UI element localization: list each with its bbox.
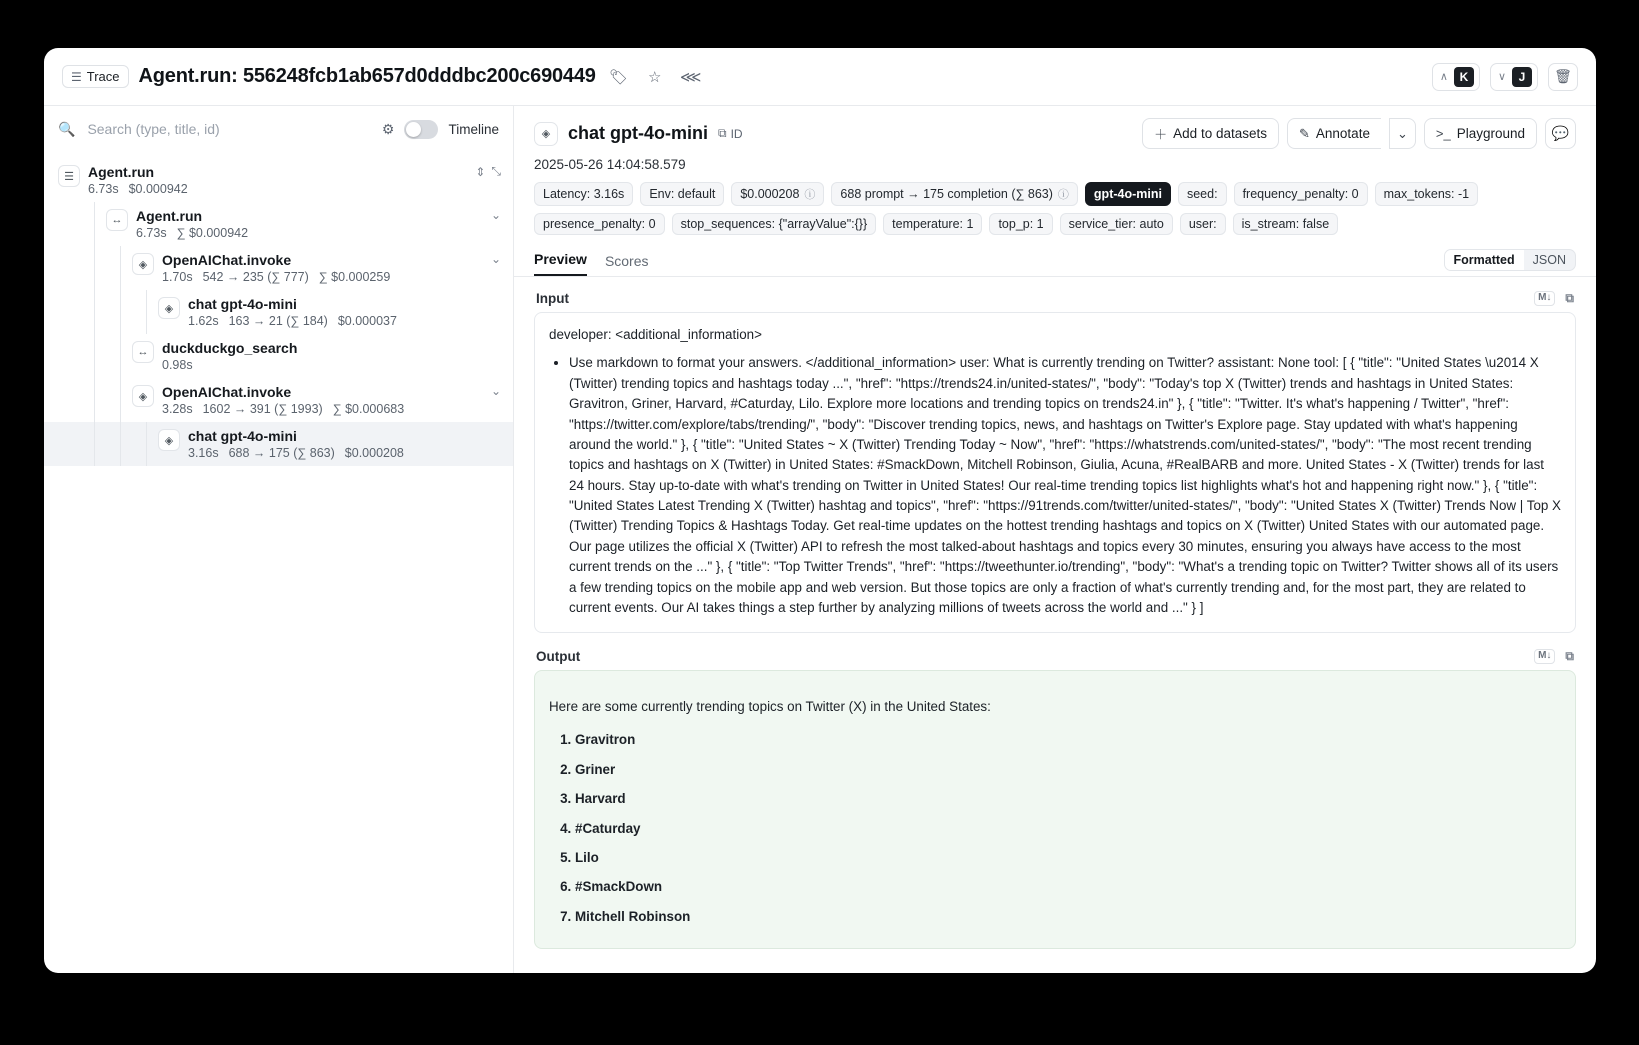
chip-label: 688 prompt → 175 completion (∑ 863)	[840, 187, 1053, 201]
annotate-dropdown-button[interactable]	[1389, 118, 1416, 149]
tree-item-duration: 6.73s	[136, 226, 167, 240]
observation-id-label: ID	[730, 126, 743, 141]
tab-scores[interactable]: Scores	[604, 253, 649, 269]
view-toggle-formatted[interactable]: Formatted	[1445, 250, 1524, 270]
tag-icon[interactable]: 🏷	[609, 68, 629, 86]
observation-tabs	[514, 239, 1596, 277]
chip-stop-sequences	[672, 213, 877, 235]
list-item: 6. #SmackDown	[575, 877, 1561, 897]
chip-label: Latency: 3.16s	[543, 187, 625, 201]
input-heading: Input	[536, 291, 569, 306]
chip-service-tier	[1060, 213, 1173, 235]
tree-item-openaichat-invoke-2[interactable]	[44, 378, 513, 422]
chevron-down-icon: ⌄	[1396, 125, 1408, 141]
chevron-down-icon[interactable]: ⌄	[490, 384, 501, 398]
tree-item-openaichat-invoke-1[interactable]	[44, 246, 513, 290]
chip-latency	[534, 182, 633, 206]
chip-label: gpt-4o-mini	[1093, 187, 1162, 201]
tree-item-cost: $0.000037	[337, 314, 397, 328]
list-item: 5. Lilo	[575, 848, 1561, 868]
chip-label: Env: default	[649, 187, 716, 201]
top-bar	[44, 48, 1596, 106]
chip-label: top_p: 1	[998, 217, 1044, 231]
span-icon: ↔	[106, 209, 128, 231]
chip-label: temperature: 1	[892, 217, 974, 231]
markdown-icon[interactable]: M↓	[1534, 649, 1555, 664]
tree-root-title: Agent.run	[88, 164, 155, 180]
tree-item-duration: 1.70s	[162, 270, 193, 284]
generation-icon: ◈	[534, 122, 558, 146]
terminal-icon: >_	[1435, 126, 1451, 141]
tree-item-title: chat gpt-4o-mini	[188, 296, 297, 312]
search-input[interactable]	[85, 120, 371, 138]
chevron-up-icon: ∧	[1439, 71, 1448, 83]
tree-item-title: OpenAIChat.invoke	[162, 384, 292, 400]
chip-label: is_stream: false	[1241, 217, 1330, 231]
trace-chip-label: Trace	[86, 69, 120, 84]
chip-user	[1180, 213, 1226, 235]
pencil-icon: ✎	[1299, 125, 1310, 141]
chevron-down-icon[interactable]: ⌄	[490, 252, 501, 266]
view-toggle	[1444, 249, 1576, 271]
chip-label: frequency_penalty: 0	[1242, 187, 1359, 201]
info-icon[interactable]: ⓘ	[804, 189, 816, 201]
chip-seed	[1178, 182, 1227, 206]
chip-model	[1085, 182, 1171, 206]
tree-item-title: chat gpt-4o-mini	[188, 428, 297, 444]
output-section-header	[534, 647, 1576, 670]
tree-item-cost: ∑ $0.000683	[332, 402, 405, 416]
generation-icon: ◈	[132, 385, 154, 407]
tree-item-chat-gpt4omini-2[interactable]	[44, 422, 513, 466]
tree-root-controls[interactable]	[475, 164, 501, 179]
chip-env	[640, 182, 724, 206]
tree-item-chat-gpt4omini-1[interactable]	[44, 290, 513, 334]
observation-id-chip[interactable]	[718, 126, 743, 141]
generation-icon: ◈	[158, 297, 180, 319]
chip-is-stream	[1233, 213, 1339, 235]
view-toggle-json[interactable]: JSON	[1532, 253, 1566, 267]
nav-next-group[interactable]	[1490, 63, 1538, 91]
tree-item-cost: ∑ $0.000942	[176, 226, 249, 240]
tree-item-tokens: 1602 → 391 (∑ 1993)	[202, 402, 323, 416]
observation-timestamp: 2025-05-26 14:04:58.579	[534, 157, 686, 172]
share-icon[interactable]: ⋘	[680, 68, 702, 86]
annotate-label: Annotate	[1315, 126, 1370, 141]
chip-label: presence_penalty: 0	[543, 217, 656, 231]
tree-root-cost: $0.000942	[128, 182, 188, 196]
chip-presence-penalty	[534, 213, 665, 235]
timeline-label: Timeline	[448, 121, 499, 137]
nav-prev-group[interactable]	[1432, 63, 1480, 91]
timeline-toggle[interactable]	[404, 120, 438, 139]
chip-cost	[731, 182, 824, 206]
trace-icon: ☰	[71, 69, 82, 84]
chip-frequency-penalty	[1234, 182, 1368, 206]
tree-item-title: Agent.run	[136, 208, 203, 224]
list-item: 3. Harvard	[575, 789, 1561, 809]
span-icon: ↔	[132, 341, 154, 363]
list-item: 2. Griner	[575, 760, 1561, 780]
metadata-chips	[514, 172, 1596, 239]
chip-label: seed:	[1186, 187, 1218, 201]
io-panes	[514, 277, 1596, 973]
nav-next-key: J	[1512, 67, 1532, 87]
copy-icon: ⧉	[718, 126, 727, 140]
tree-item-duration: 3.16s	[188, 446, 219, 460]
list-item: 1. Gravitron	[575, 730, 1561, 750]
list-item: 4. #Caturday	[575, 819, 1561, 839]
chip-label: service_tier: auto	[1068, 217, 1164, 231]
trace-type-chip[interactable]	[62, 65, 129, 88]
tree-item-duckduckgo-search[interactable]	[44, 334, 513, 378]
tree-item-agent-run[interactable]	[44, 202, 513, 246]
tree-root-row[interactable]	[44, 158, 513, 202]
generation-icon: ◈	[158, 429, 180, 451]
trash-icon[interactable]: 🗑	[1548, 63, 1578, 91]
nav-prev-key: K	[1454, 67, 1474, 87]
toggle-knob	[406, 122, 421, 137]
chip-label: max_tokens: -1	[1383, 187, 1470, 201]
info-icon[interactable]: ⓘ	[1057, 189, 1069, 201]
tree-item-tokens: 163 → 21 (∑ 184)	[228, 314, 328, 328]
tree-item-tokens: 542 → 235 (∑ 777)	[202, 270, 309, 284]
chevron-down-icon: ∨	[1497, 71, 1506, 83]
page-title: Agent.run: 556248fcb1ab657d0dddbc200c690449	[138, 65, 596, 87]
output-section	[534, 647, 1576, 949]
app-window	[44, 48, 1596, 973]
tree-item-duration: 0.98s	[162, 358, 193, 372]
output-heading: Output	[536, 649, 581, 665]
observation-title: chat gpt-4o-mini	[568, 123, 708, 143]
chip-max-tokens	[1375, 182, 1478, 206]
chevron-down-icon[interactable]: ⌄	[490, 208, 501, 222]
add-to-datasets-label: Add to datasets	[1173, 126, 1267, 141]
annotate-button[interactable]	[1287, 118, 1381, 149]
copy-icon[interactable]: ⧉	[1565, 649, 1574, 664]
output-tools	[1534, 649, 1574, 664]
trace-icon: ☰	[58, 165, 80, 187]
observation-actions	[1142, 118, 1576, 149]
input-bullet-list	[549, 353, 1561, 618]
search-row	[44, 106, 513, 152]
chip-label: $0.000208	[740, 187, 800, 201]
output-intro: Here are some currently trending topics on Twitter (X) in the United States:	[549, 698, 991, 714]
tree-item-cost: ∑ $0.000259	[318, 270, 391, 284]
markdown-icon[interactable]: M↓	[1534, 291, 1555, 306]
input-section-header	[534, 289, 1576, 312]
plus-icon: ＋	[1154, 127, 1168, 142]
chip-top-p	[989, 213, 1052, 235]
input-bullet-item: • Use markdown to format your answers. </additional_information> user: What is currently trending on Twitter? assistant: None tool: [ { "title": "United States \u2014 X (Twitter) trending topics and hashtags today ...", "href": "https://trends24.in/united-states/", "body": "Today's top X (Twitter) trends and hashtags in United States: Gravitron, Griner, Harvard, #Caturday, Lilo. Explore more locations and trending topics on trends24.in" }, { "title": "Twitter. It's what's happening / Twitter", "href": "https://twitter.com/explore/tabs/trending/", "body": "Discover trending topics, news, and hashtags on Twitter's Explore page. Stay updated with what's happening around the world." }, { "title": "United States ~ X (Twitter) Trending Today ~ Now", "href": "https://whatstrends.com/united-states/", "body": "The most recent trending topics and hashtags on X (Twitter) in United States: #SmackDown, Mitchell Robinson, Giulia, Acuna, #RealBARB and more. United States - X (Twitter) trends for last 24 hours. Stay up-to-date with what's trending on Twitter in United States! Our real-time trending topics list highlights what's hot and happening right now." }, { "title": "United States Latest Trending X (Twitter) hashtag and topics", "href": "https://91trends.com/twitter/united-states/", "body": "United States X (Twitter) Trends Now | Top X (Twitter) Trending Topics & Hashtags Today. Get real-time updates on the hottest trending hashtags and topics on X (Twitter) United States with our automated page. Our page utilizes the official X (Twitter) API to refresh the most talked-about hashtags and topics every 30 minutes, ensuring you always have access to the most current trends on the ..." }, { "title": "Top Twitter Trends", "href": "https://tweethunter.io/trending", "body": "What's a trending topic on Twitter? Twitter shows all of its users a few trending topics on the mobile app and web version. But those topics are only a fraction of what's currently trending and, for the most part, they are related to current events. Our AI takes things a step further by analyzing millions of tweets across the world and ..." } ]	[569, 353, 1561, 618]
tree-item-cost: $0.000208	[344, 446, 404, 460]
output-card	[534, 670, 1576, 949]
trace-tree	[44, 152, 513, 973]
generation-icon: ◈	[132, 253, 154, 275]
trace-tree-panel	[44, 106, 514, 973]
expand-all-icon[interactable]: ⇕	[475, 164, 486, 179]
main-body	[44, 106, 1596, 973]
chip-label: stop_sequences: {"arrayValue":{}}	[680, 217, 868, 231]
playground-label: Playground	[1456, 126, 1525, 141]
chip-tokens	[831, 182, 1078, 206]
tree-item-duration: 3.28s	[162, 402, 193, 416]
collapse-all-icon[interactable]: ⤡	[491, 164, 501, 178]
tree-item-duration: 1.62s	[188, 314, 219, 328]
tree-item-tokens: 688 → 175 (∑ 863)	[228, 446, 335, 460]
tab-preview[interactable]: Preview	[534, 251, 587, 276]
tree-root-duration: 6.73s	[88, 182, 119, 196]
chip-label: user:	[1188, 217, 1217, 231]
playground-button[interactable]	[1424, 118, 1537, 149]
observation-header	[514, 106, 1596, 151]
chip-temperature	[883, 213, 982, 235]
star-icon[interactable]: ☆	[647, 68, 662, 86]
search-icon: 🔍	[58, 120, 76, 137]
copy-icon[interactable]: ⧉	[1565, 291, 1574, 305]
comment-icon[interactable]: 💬	[1545, 118, 1576, 149]
filter-icon[interactable]: ⚙	[381, 120, 395, 137]
list-item: 7. Mitchell Robinson	[575, 907, 1561, 927]
observation-panel	[514, 106, 1596, 973]
tree-item-title: duckduckgo_search	[162, 340, 298, 356]
tree-item-title: OpenAIChat.invoke	[162, 252, 292, 268]
input-card	[534, 312, 1576, 633]
add-to-datasets-button[interactable]	[1142, 118, 1279, 149]
input-role-line: developer: <additional_information>	[549, 327, 762, 342]
output-list	[549, 730, 1561, 927]
input-tools	[1534, 291, 1574, 306]
